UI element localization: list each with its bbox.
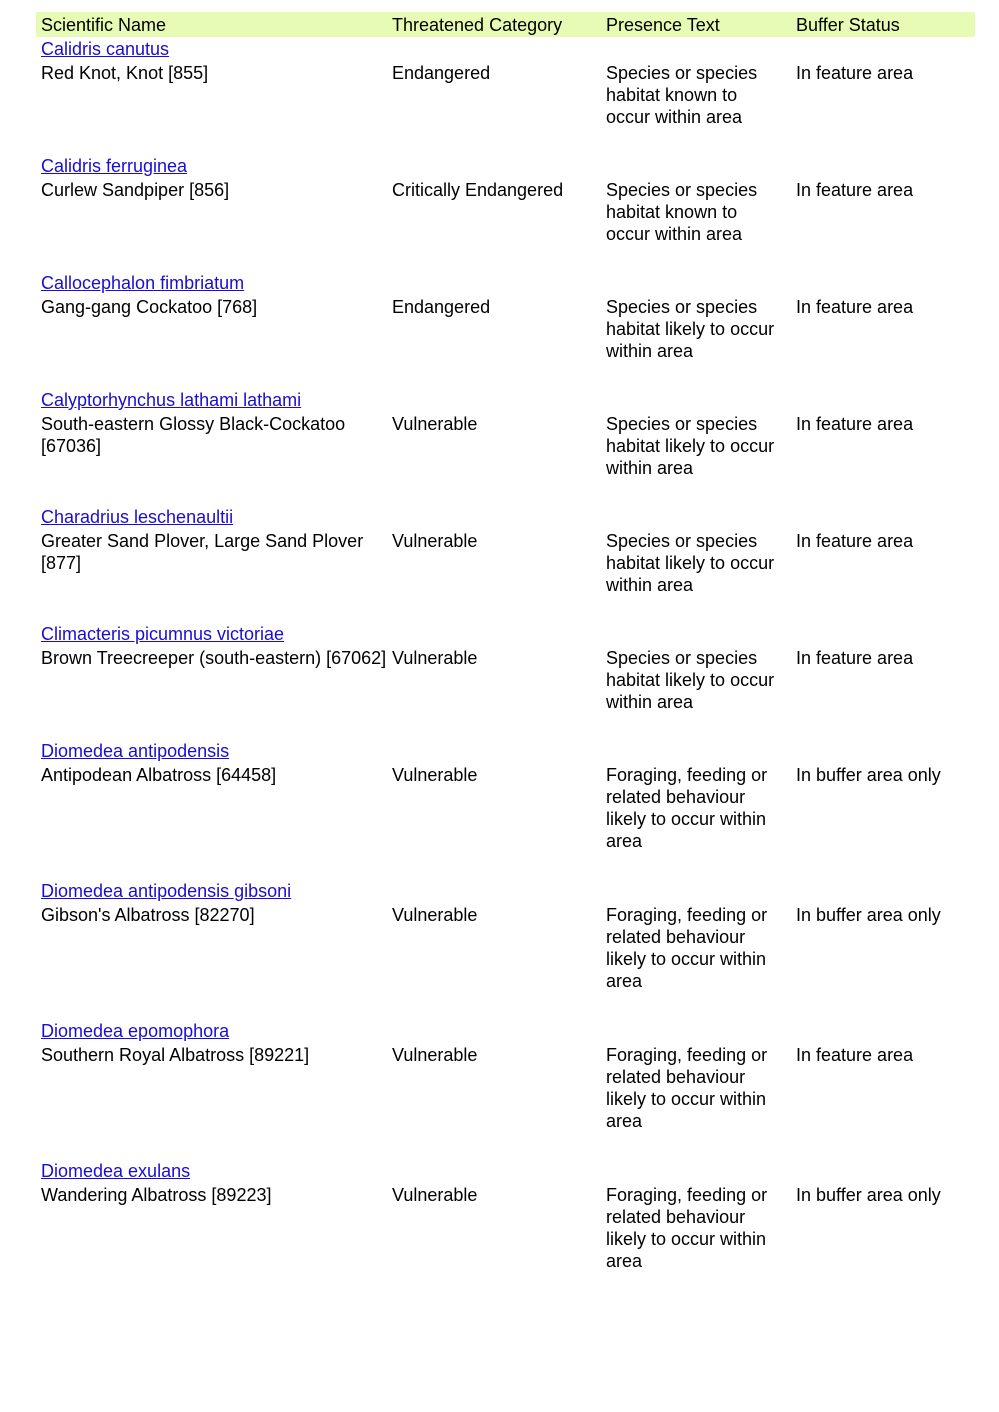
scientific-name-link[interactable]: Climacteris picumnus victoriae [41,624,285,644]
table-row [36,879,975,1019]
species-detail-row [36,62,975,128]
table-row [36,739,975,879]
scientific-name-link[interactable]: Calidris ferruginea [41,156,188,176]
threatened-category: Vulnerable [392,531,478,551]
buffer-status: In feature area [796,180,914,200]
table-row [36,1159,975,1299]
presence-text: Foraging, feeding or related behaviour likely to occur within area [606,1045,768,1131]
table-body [36,37,975,1299]
table-row [36,505,975,622]
threatened-category: Vulnerable [392,648,478,668]
threatened-category: Endangered [392,297,491,317]
presence-text: Species or species habitat known to occur within area [606,180,758,244]
buffer-status: In buffer area only [796,1185,941,1205]
table-row [36,388,975,505]
buffer-status: In feature area [796,63,914,83]
common-name: Southern Royal Albatross [89221] [41,1045,310,1065]
species-detail-row [36,296,975,362]
species-detail-row [36,1044,975,1132]
header-scientific-name: Scientific Name [41,14,167,35]
table-header [36,12,975,37]
species-detail-row [36,413,975,479]
buffer-status: In feature area [796,297,914,317]
common-name: Wandering Albatross [89223] [41,1185,272,1205]
species-detail-row [36,530,975,596]
buffer-status: In feature area [796,648,914,668]
scientific-name-link[interactable]: Calyptorhynchus lathami lathami [41,390,302,410]
scientific-name-link[interactable]: Diomedea antipodensis [41,741,230,761]
common-name: Brown Treecreeper (south-eastern) [67062] [41,648,387,668]
buffer-status: In feature area [796,531,914,551]
threatened-category: Critically Endangered [392,180,564,200]
common-name: Greater Sand Plover, Large Sand Plover [877] [41,531,364,573]
threatened-category: Vulnerable [392,414,478,434]
header-threatened-category: Threatened Category [392,14,563,35]
common-name: Red Knot, Knot [855] [41,63,209,83]
threatened-category: Vulnerable [392,905,478,925]
presence-text: Foraging, feeding or related behaviour likely to occur within area [606,1185,768,1271]
species-detail-row [36,764,975,852]
buffer-status: In feature area [796,1045,914,1065]
header-presence-text: Presence Text [606,14,720,35]
scientific-name-link[interactable]: Calidris canutus [41,39,170,59]
scientific-name-link[interactable]: Charadrius leschenaultii [41,507,234,527]
common-name: Gibson's Albatross [82270] [41,905,255,925]
buffer-status: In buffer area only [796,905,941,925]
common-name: Antipodean Albatross [64458] [41,765,277,785]
species-detail-row [36,904,975,992]
common-name: South-eastern Glossy Black-Cockatoo [67036] [41,414,346,456]
scientific-name-link[interactable]: Diomedea antipodensis gibsoni [41,881,292,901]
table-row [36,154,975,271]
common-name: Gang-gang Cockatoo [768] [41,297,258,317]
table-row [36,622,975,739]
presence-text: Species or species habitat likely to occur within area [606,531,775,595]
scientific-name-link[interactable]: Diomedea epomophora [41,1021,230,1041]
species-table [36,12,975,1299]
table-row [36,37,975,154]
species-detail-row [36,647,975,713]
presence-text: Species or species habitat likely to occur within area [606,297,775,361]
scientific-name-link[interactable]: Callocephalon fimbriatum [41,273,245,293]
buffer-status: In feature area [796,414,914,434]
threatened-category: Vulnerable [392,1045,478,1065]
buffer-status: In buffer area only [796,765,941,785]
presence-text: Species or species habitat likely to occur within area [606,414,775,478]
threatened-category: Vulnerable [392,765,478,785]
presence-text: Foraging, feeding or related behaviour likely to occur within area [606,905,768,991]
scientific-name-link[interactable]: Diomedea exulans [41,1161,191,1181]
header-buffer-status: Buffer Status [796,14,900,35]
species-detail-row [36,179,975,245]
threatened-category: Endangered [392,63,491,83]
presence-text: Foraging, feeding or related behaviour likely to occur within area [606,765,768,851]
presence-text: Species or species habitat likely to occur within area [606,648,775,712]
table-row [36,271,975,388]
presence-text: Species or species habitat known to occur within area [606,63,758,127]
table-row [36,1019,975,1159]
threatened-category: Vulnerable [392,1185,478,1205]
common-name: Curlew Sandpiper [856] [41,180,230,200]
species-detail-row [36,1184,975,1272]
